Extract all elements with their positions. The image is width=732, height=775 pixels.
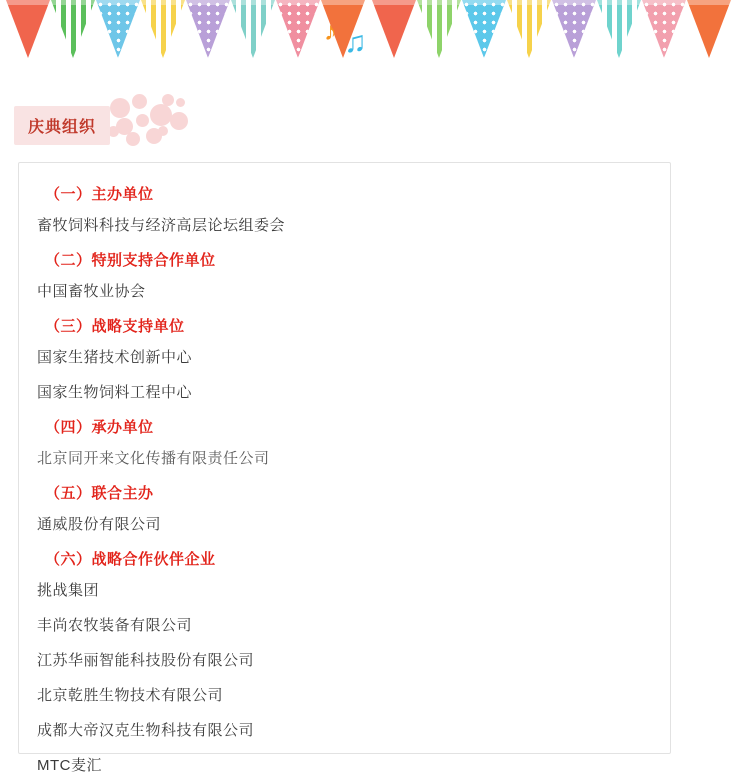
group-item: 挑战集团 bbox=[37, 582, 100, 599]
bunting-flag bbox=[597, 0, 641, 58]
page-title: 庆典组织 bbox=[14, 106, 110, 145]
blossom-shape bbox=[150, 104, 172, 126]
group-item: 国家生猪技术创新中心 bbox=[37, 349, 193, 366]
group-item: 成都大帝汉克生物科技有限公司 bbox=[37, 722, 255, 739]
group-title: （六）战略合作伙伴企业 bbox=[45, 551, 216, 568]
organization-group bbox=[35, 183, 654, 235]
blossom-shape bbox=[158, 126, 168, 136]
blossom-shape bbox=[126, 132, 140, 146]
bunting-flag bbox=[141, 0, 185, 58]
bunting-flag bbox=[552, 0, 596, 58]
group-item: 中国畜牧业协会 bbox=[37, 283, 146, 300]
decorative-banner bbox=[0, 0, 689, 78]
bunting-flag bbox=[687, 0, 731, 58]
blossom-shape bbox=[132, 94, 147, 109]
group-title: （一）主办单位 bbox=[45, 186, 154, 203]
music-note-glyph-1: ♪ bbox=[324, 16, 337, 46]
group-title: （四）承办单位 bbox=[45, 419, 154, 436]
organization-group bbox=[35, 315, 654, 402]
group-item: 国家生物饲料工程中心 bbox=[37, 384, 193, 401]
bunting-right bbox=[372, 0, 732, 58]
bunting-flag bbox=[51, 0, 95, 58]
bunting-flag bbox=[96, 0, 140, 58]
music-note-glyph-2: ♫ bbox=[344, 26, 367, 59]
blossom-shape bbox=[136, 114, 149, 127]
music-note-icon bbox=[322, 14, 370, 62]
blossom-decoration bbox=[106, 92, 202, 154]
bunting-flag bbox=[276, 0, 320, 58]
group-item: 畜牧饲料科技与经济高层论坛组委会 bbox=[37, 217, 286, 234]
bunting-flag bbox=[462, 0, 506, 58]
organization-group bbox=[35, 548, 654, 775]
organization-group bbox=[35, 416, 654, 468]
bunting-flag bbox=[372, 0, 416, 58]
bunting-left bbox=[6, 0, 366, 58]
organization-group bbox=[35, 482, 654, 534]
blossom-shape bbox=[170, 112, 188, 130]
section-heading bbox=[14, 92, 194, 154]
organization-list bbox=[18, 162, 671, 774]
group-item: MTC麦汇 bbox=[37, 757, 102, 774]
group-item: 江苏华丽智能科技股份有限公司 bbox=[37, 652, 255, 669]
bunting-flag bbox=[507, 0, 551, 58]
group-item: 通威股份有限公司 bbox=[37, 516, 162, 533]
blossom-shape bbox=[176, 98, 185, 107]
group-item: 丰尚农牧装备有限公司 bbox=[37, 617, 193, 634]
bunting-flag bbox=[6, 0, 50, 58]
group-item: 北京同开来文化传播有限责任公司 bbox=[37, 450, 270, 467]
group-title: （三）战略支持单位 bbox=[45, 318, 185, 335]
blossom-shape bbox=[110, 98, 130, 118]
bunting-flag bbox=[186, 0, 230, 58]
bunting-flag bbox=[642, 0, 686, 58]
blossom-shape bbox=[162, 94, 174, 106]
bunting-flag bbox=[231, 0, 275, 58]
group-title: （二）特别支持合作单位 bbox=[45, 252, 216, 269]
organization-group bbox=[35, 249, 654, 301]
group-item: 北京乾胜生物技术有限公司 bbox=[37, 687, 224, 704]
bunting-flag bbox=[417, 0, 461, 58]
group-title: （五）联合主办 bbox=[45, 485, 154, 502]
